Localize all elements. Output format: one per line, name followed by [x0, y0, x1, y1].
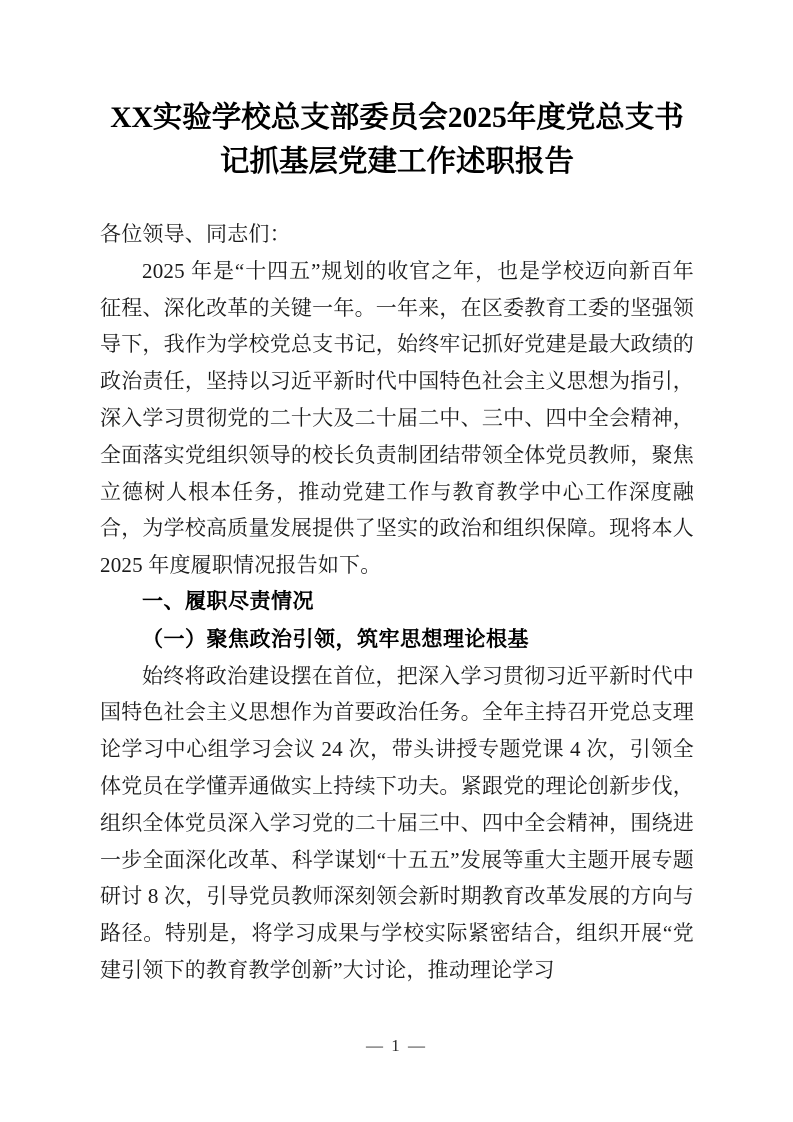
intro-paragraph: 2025 年是“十四五”规划的收官之年，也是学校迈向新百年征程、深化改革的关键一年。一年来，在区委教育工委的坚强领导下，我作为学校党总支书记，始终牢记抓好党建是最大政绩的政治责任，坚持以习近平新时代中国特色社会主义思想为指引，深入学习贯彻党的二十大及二十届二中、三中、四中全会精神，全面落实党组织领导的校长负责制团结带领全体党员教师，聚焦立德树人根本任务，推动党建工作与教育教学中心工作深度融合，为学校高质量发展提供了坚实的政治和组织保障。现将本人 2025 年度履职情况报告如下。	[100, 258, 694, 578]
subsection-paragraph: 始终将政治建设摆在首位，把深入学习贯彻习近平新时代中国特色社会主义思想作为首要政治任务。全年主持召开党总支理论学习中心组学习会议 24 次，带头讲授专题党课 4 次，引领全体党员在学懂弄通做实上持续下功夫。紧跟党的理论创新步伐，组织全体党员深入学习党的二十届三中、四中全会精神，围绕进一步全面深化改革、科学谋划“十五五”发展等重大主题开展专题研讨 8 次，引导党员教师深刻领会新时期教育改革发展的方向与路径。特别是，将学习成果与学校实际紧密结合，组织开展“党建引领下的教育教学创新”大讨论，推动理论学习	[100, 663, 694, 982]
page-number-footer: — 1 —	[366, 1036, 427, 1055]
document-body	[100, 216, 694, 989]
document-content	[100, 96, 694, 989]
subsection-heading-one: （一）聚焦政治引领，筑牢思想理论根基	[142, 626, 529, 651]
salutation-line: 各位领导、同志们：	[100, 222, 291, 246]
document-title: XX实验学校总支部委员会2025年度党总支书记抓基层党建工作述职报告	[110, 102, 684, 178]
section-heading-one: 一、履职尽责情况	[142, 589, 314, 613]
